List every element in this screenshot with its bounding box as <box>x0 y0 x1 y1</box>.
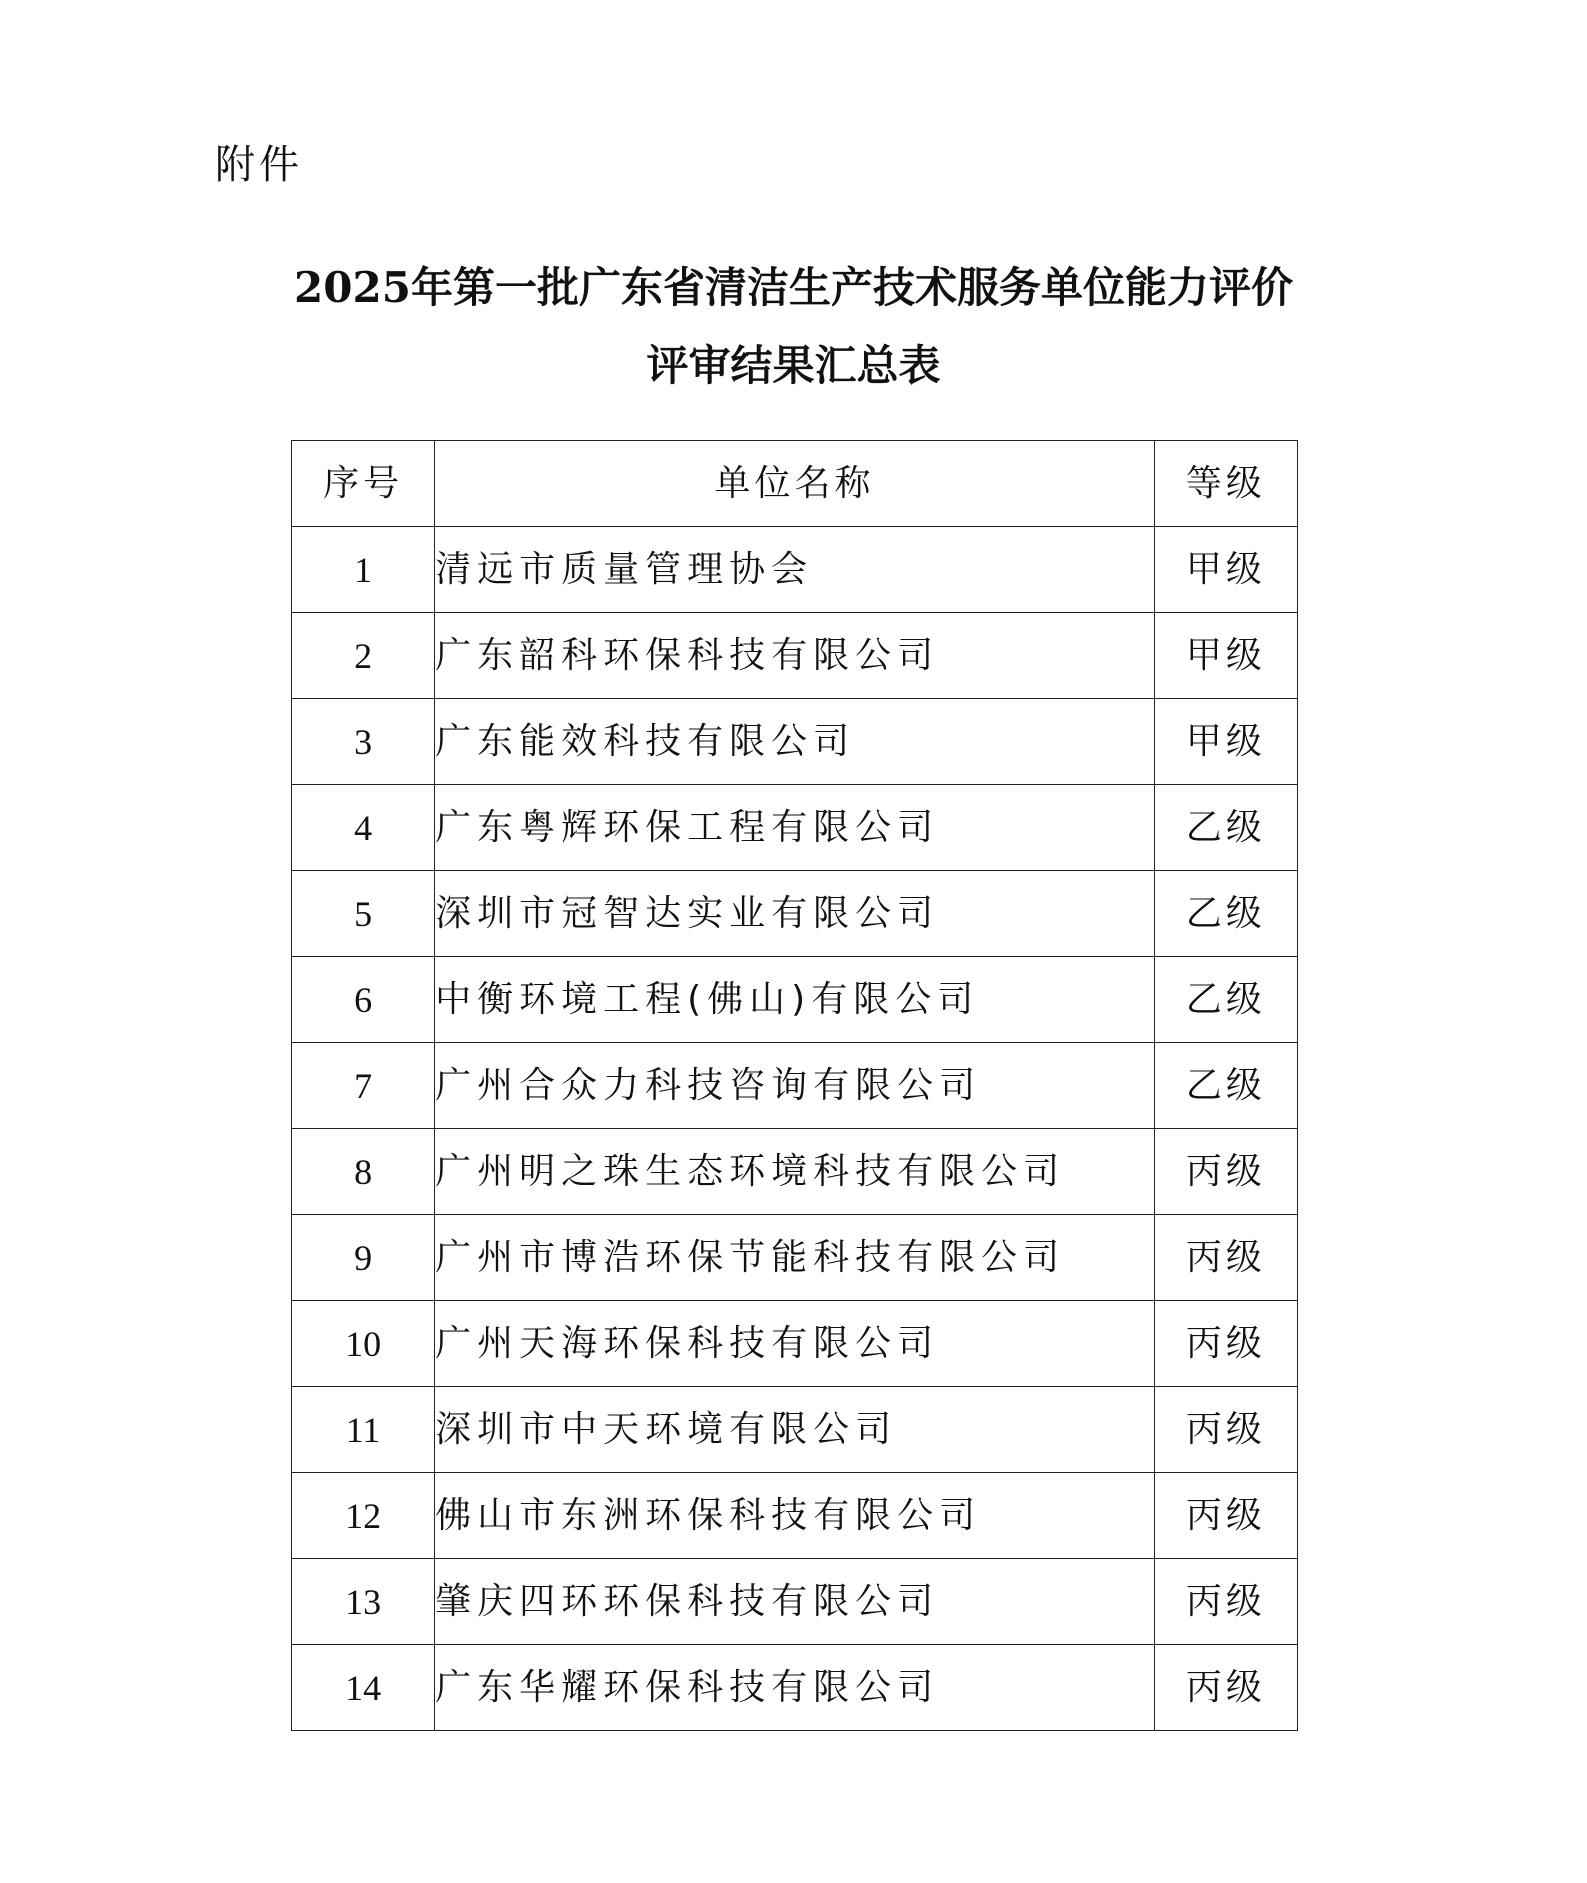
row-number: 7 <box>292 1043 435 1129</box>
results-table-header <box>292 441 1298 527</box>
grade: 乙级 <box>1154 1043 1297 1129</box>
row-number: 2 <box>292 613 435 699</box>
table-row <box>292 1129 1298 1215</box>
unit-name: 广东粤辉环保工程有限公司 <box>435 785 1155 871</box>
row-number: 9 <box>292 1215 435 1301</box>
table-row <box>292 527 1298 613</box>
unit-name: 广东华耀环保科技有限公司 <box>435 1645 1155 1731</box>
unit-name: 深圳市中天环境有限公司 <box>435 1387 1155 1473</box>
grade: 丙级 <box>1154 1559 1297 1645</box>
grade: 丙级 <box>1154 1301 1297 1387</box>
document-title-line-1: 2025年第一批广东省清洁生产技术服务单位能力评价 <box>294 263 1293 312</box>
grade: 丙级 <box>1154 1473 1297 1559</box>
table-row <box>292 613 1298 699</box>
row-number: 8 <box>292 1129 435 1215</box>
unit-name: 肇庆四环环保科技有限公司 <box>435 1559 1155 1645</box>
unit-name: 广东韶科环保科技有限公司 <box>435 613 1155 699</box>
grade: 乙级 <box>1154 785 1297 871</box>
grade: 丙级 <box>1154 1215 1297 1301</box>
grade: 乙级 <box>1154 871 1297 957</box>
unit-name: 广州明之珠生态环境科技有限公司 <box>435 1129 1155 1215</box>
header-name: 单位名称 <box>435 441 1155 527</box>
table-row <box>292 699 1298 785</box>
table-row <box>292 1473 1298 1559</box>
attachment-label: 附件 <box>215 142 303 188</box>
row-number: 4 <box>292 785 435 871</box>
grade: 甲级 <box>1154 699 1297 785</box>
row-number: 11 <box>292 1387 435 1473</box>
header-row <box>292 441 1298 527</box>
grade: 丙级 <box>1154 1129 1297 1215</box>
unit-name: 广州合众力科技咨询有限公司 <box>435 1043 1155 1129</box>
grade: 丙级 <box>1154 1645 1297 1731</box>
row-number: 12 <box>292 1473 435 1559</box>
unit-name: 佛山市东洲环保科技有限公司 <box>435 1473 1155 1559</box>
table-row <box>292 1043 1298 1129</box>
table-row <box>292 785 1298 871</box>
document-title-line-2: 评审结果汇总表 <box>646 341 941 390</box>
row-number: 1 <box>292 527 435 613</box>
table-row <box>292 871 1298 957</box>
table-row <box>292 1559 1298 1645</box>
row-number: 13 <box>292 1559 435 1645</box>
header-no: 序号 <box>292 441 435 527</box>
grade: 甲级 <box>1154 613 1297 699</box>
row-number: 6 <box>292 957 435 1043</box>
table-row <box>292 1645 1298 1731</box>
unit-name: 广东能效科技有限公司 <box>435 699 1155 785</box>
unit-name: 清远市质量管理协会 <box>435 527 1155 613</box>
table-row <box>292 957 1298 1043</box>
row-number: 5 <box>292 871 435 957</box>
table-row <box>292 1387 1298 1473</box>
grade: 乙级 <box>1154 957 1297 1043</box>
results-table <box>291 440 1298 1731</box>
row-number: 10 <box>292 1301 435 1387</box>
unit-name: 广州天海环保科技有限公司 <box>435 1301 1155 1387</box>
results-table-body <box>292 527 1298 1731</box>
table-row <box>292 1301 1298 1387</box>
unit-name: 深圳市冠智达实业有限公司 <box>435 871 1155 957</box>
unit-name: 广州市博浩环保节能科技有限公司 <box>435 1215 1155 1301</box>
table-row <box>292 1215 1298 1301</box>
grade: 甲级 <box>1154 527 1297 613</box>
unit-name: 中衡环境工程(佛山)有限公司 <box>435 957 1155 1043</box>
row-number: 3 <box>292 699 435 785</box>
grade: 丙级 <box>1154 1387 1297 1473</box>
row-number: 14 <box>292 1645 435 1731</box>
header-grade: 等级 <box>1154 441 1297 527</box>
